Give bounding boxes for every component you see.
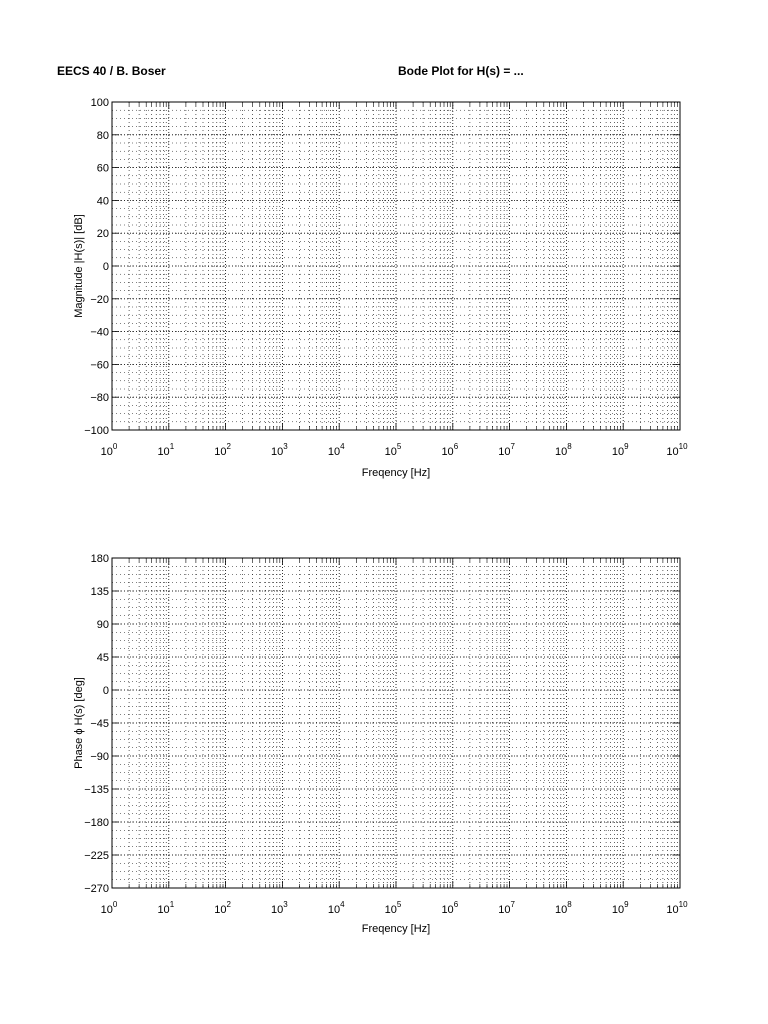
magnitude-ytick-label: 100 xyxy=(90,97,109,109)
magnitude-ytick-label: 20 xyxy=(96,228,109,241)
phase-ytick-label: 180 xyxy=(90,553,109,565)
phase-ytick-label: 0 xyxy=(102,685,109,697)
phase-grid xyxy=(112,558,680,888)
phase-ylabel: Phase ϕ H(s) [deg] xyxy=(73,677,85,769)
magnitude-ytick-label: 40 xyxy=(96,195,109,208)
magnitude-xtick-label: $10^3$ xyxy=(271,442,288,458)
magnitude-xtick-label: $10^5$ xyxy=(384,442,402,458)
magnitude-xlabel: Freqency [Hz] xyxy=(361,467,431,479)
magnitude-xtick-label: $10^7$ xyxy=(498,442,515,458)
phase-xtick-label: $10^5$ xyxy=(384,900,402,916)
phase-ytick-label: −270 xyxy=(84,883,109,895)
phase-ytick-label: 45 xyxy=(96,652,109,664)
phase-xlabel: Freqency [Hz] xyxy=(361,923,431,935)
header-course: EECS 40 / B. Boser xyxy=(57,64,166,78)
phase-xtick-label: $10^0$ xyxy=(100,900,118,916)
magnitude-ytick-label: 60 xyxy=(96,162,109,175)
magnitude-xtick-label: $10^2$ xyxy=(214,442,231,458)
magnitude-ylabel: Magnitude |H(s)| [dB] xyxy=(73,214,85,318)
phase-xtick-label: $10^7$ xyxy=(498,900,515,916)
header-title: Bode Plot for H(s) = ... xyxy=(398,64,524,78)
magnitude-xtick-label: $10^1$ xyxy=(157,442,175,458)
magnitude-xtick-label: $10^8$ xyxy=(555,442,572,458)
magnitude-ytick-label: −100 xyxy=(84,425,109,437)
phase-xtick-label: $10^6$ xyxy=(441,900,459,916)
phase-xtick-label: $10^2$ xyxy=(214,900,231,916)
phase-xtick-label: $10^3$ xyxy=(271,900,288,916)
phase-xtick-label: $10^8$ xyxy=(555,900,572,916)
magnitude-ytick-label: −40 xyxy=(90,326,109,339)
magnitude-xtick-label: $10^{10}$ xyxy=(666,442,688,458)
phase-ytick-label: −180 xyxy=(84,817,109,829)
phase-ytick-label: −90 xyxy=(90,751,109,763)
magnitude-ytick-label: 80 xyxy=(96,129,109,142)
phase-ytick-label: −135 xyxy=(84,784,109,796)
magnitude-xtick-label: $10^9$ xyxy=(611,442,629,458)
phase-ytick-label: 135 xyxy=(90,586,109,598)
magnitude-xtick-label: $10^6$ xyxy=(441,442,459,458)
magnitude-xtick-label: $10^4$ xyxy=(327,442,345,458)
magnitude-ytick-label: −80 xyxy=(90,392,109,405)
phase-ytick-label: −225 xyxy=(84,850,109,862)
phase-xtick-label: $10^{10}$ xyxy=(666,900,688,916)
magnitude-ytick-label: 0 xyxy=(102,261,109,273)
phase-xtick-label: $10^4$ xyxy=(327,900,345,916)
phase-xtick-label: $10^1$ xyxy=(157,900,175,916)
magnitude-xtick-label: $10^0$ xyxy=(100,442,118,458)
magnitude-ytick-label: −60 xyxy=(90,359,109,372)
phase-xtick-label: $10^9$ xyxy=(611,900,629,916)
phase-ytick-label: −45 xyxy=(90,718,109,730)
phase-ytick-label: 90 xyxy=(96,619,109,631)
magnitude-ytick-label: −20 xyxy=(90,293,109,306)
